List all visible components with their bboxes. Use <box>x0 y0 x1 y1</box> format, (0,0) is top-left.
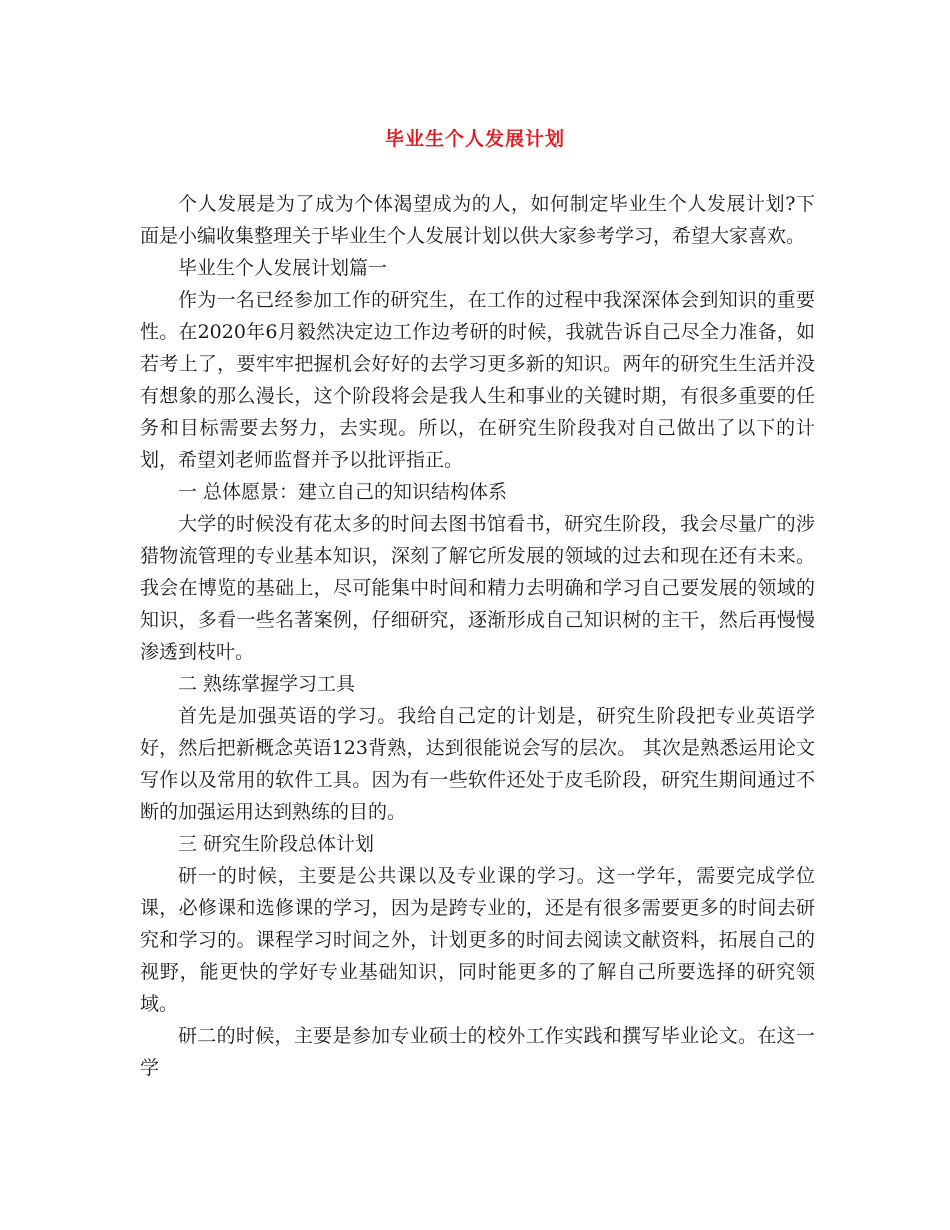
paragraph-first-year: 研一的时候，主要是公共课以及专业课的学习。这一学年，需要完成学位课，必修课和选修课的学习，因为是跨专业的，还是有很多需要更多的时间去研究和学习的。课程学习时间之外，计划更多的时间去阅读文献资料，拓展自己的视野，能更快的学好专业基础知识，同时能更多的了解自己所要选择的研究领域。 <box>140 865 815 1015</box>
paragraph-knowledge-structure: 大学的时候没有花太多的时间去图书馆看书，研究生阶段，我会尽量广的涉猎物流管理的专业基本知识，深刻了解它所发展的领域的过去和现在还有未来。我会在博览的基础上，尽可能集中时间和精力去明确和学习自己要发展的领域的知识，多看一些名著案例，仔细研究，逐渐形成自己知识树的主干，然后再慢慢渗透到枝叶。 <box>140 513 815 663</box>
heading-graduate-plan: 三 研究生阶段总体计划 <box>178 833 375 855</box>
paragraph-intro: 个人发展是为了成为个体渴望成为的人，如何制定毕业生个人发展计划?下面是小编收集整理关于毕业生个人发展计划以供大家参考学习，希望大家喜欢。 <box>140 193 815 247</box>
heading-overall-vision: 一 总体愿景：建立自己的知识结构体系 <box>178 481 508 503</box>
section-heading-part-one: 毕业生个人发展计划篇一 <box>178 257 388 279</box>
paragraph-background: 作为一名已经参加工作的研究生，在工作的过程中我深深体会到知识的重要性。在2020年6月毅然决定边工作边考研的时候，我就告诉自己尽全力准备，如若考上了，要牢牢把握机会好好的去学习更多新的知识。两年的研究生生活并没有想象的那么漫长，这个阶段将会是我人生和事业的关键时期，有很多重要的任务和目标需要去努力，去实现。所以，在研究生阶段我对自己做出了以下的计划，希望刘老师监督并予以批评指正。 <box>140 289 815 471</box>
paragraph-english-and-software: 首先是加强英语的学习。我给自己定的计划是，研究生阶段把专业英语学好，然后把新概念英语123背熟，达到很能说会写的层次。 其次是熟悉运用论文写作以及常用的软件工具。因为有一些软件还处于皮毛阶段，研究生期间通过不断的加强运用达到熟练的目的。 <box>140 705 815 823</box>
paragraph-second-year: 研二的时候，主要是参加专业硕士的校外工作实践和撰写毕业论文。在这一学 <box>140 1025 815 1079</box>
document-title: 毕业生个人发展计划 <box>384 128 565 150</box>
heading-learning-tools: 二 熟练掌握学习工具 <box>178 673 356 695</box>
document-body <box>140 188 815 1084</box>
